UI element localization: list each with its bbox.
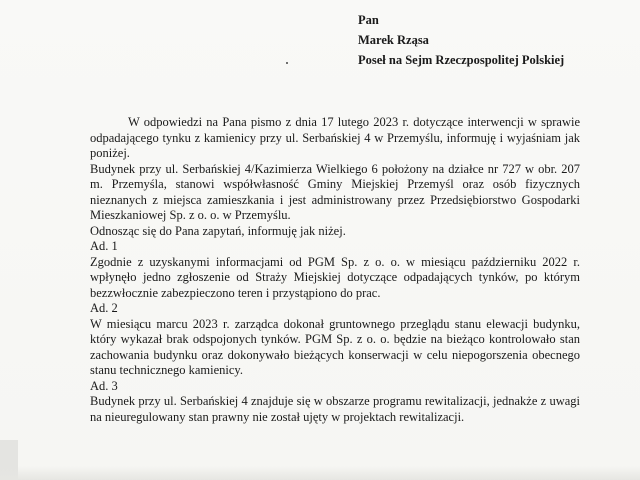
page-bottom-shadow <box>0 466 640 480</box>
paragraph-reference: Odnosząc się do Pana zapytań, informuję jak niżej. <box>90 223 346 238</box>
paragraph-ad2: W miesiącu marcu 2023 r. zarządca dokonał gruntownego przeglądu stanu elewacji budynku, który wykazał brak odspojonych tynków. PGM Sp. z o. o. będzie na bieżąco kontrolowało stan zachowania budynku oraz dokonywało bieżących konserwacji w celu niepogorszenia obecnego stanu technicznego kamienicy. <box>90 316 580 377</box>
paragraph-intro: W odpowiedzi na Pana pismo z dnia 17 lutego 2023 r. dotyczące interwencji w sprawie odpadającego tynku z kamienicy przy ul. Serbańskiej 4 w Przemyślu, informuję i wyjaśniam jak poniżej. <box>90 115 580 160</box>
paragraph-ad1: Zgodnie z uzyskanymi informacjami od PGM Sp. z o. o. w miesiącu październiku 2022 r. wpłynęło jedno zgłoszenie od Straży Miejskiej dotyczące odpadających tynków, po którym bezzwłocznie zabezpieczono teren i przystąpiono do prac. <box>90 254 580 300</box>
recipient-block <box>358 10 564 70</box>
letter-body <box>90 115 580 425</box>
ink-dot <box>286 62 288 64</box>
section-heading-ad2: Ad. 2 <box>90 301 118 315</box>
paragraph-ad3: Budynek przy ul. Serbańskiej 4 znajduje się w obszarze programu rewitalizacji, jednakże z uwagi na nieuregulowany stan prawny nie został ujęty w projektach rewitalizacji. <box>90 394 580 424</box>
recipient-title: Poseł na Sejm Rzeczpospolitej Polskiej <box>358 53 565 67</box>
recipient-name: Marek Rząsa <box>358 33 429 47</box>
paragraph-building: Budynek przy ul. Serbańskiej 4/Kazimierza Wielkiego 6 położony na działce nr 727 w obr. 207 m. Przemyśla, stanowi współwłasność Gminy Miejskiej Przemyśl oraz osób fizycznych nieznanych z miejsca zamieszkania i jest administrowany przez Przedsiębiorstwo Gospodarki Mieszkaniowej Sp. z o. o. w Przemyślu. <box>90 161 580 222</box>
recipient-salutation: Pan <box>358 13 379 27</box>
section-heading-ad1: Ad. 1 <box>90 239 118 253</box>
section-heading-ad3: Ad. 3 <box>90 378 118 393</box>
